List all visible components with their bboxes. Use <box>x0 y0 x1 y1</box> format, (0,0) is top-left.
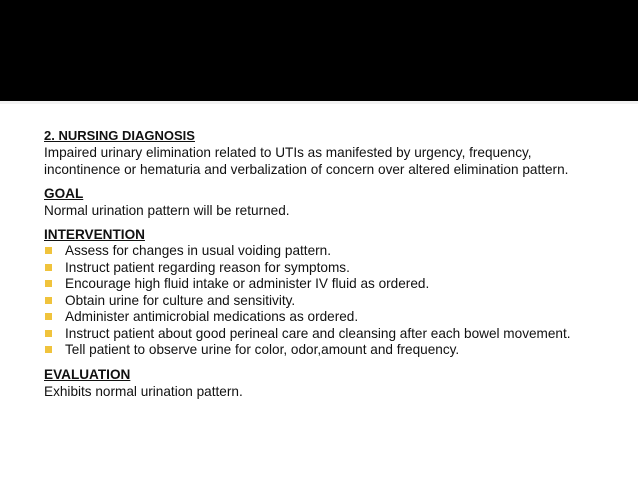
list-item-text: Instruct patient regarding reason for symptoms. <box>65 259 350 275</box>
square-bullet-icon <box>45 346 52 353</box>
list-item-text: Assess for changes in usual voiding pattern. <box>65 243 331 258</box>
intervention-heading: INTERVENTION <box>44 227 145 242</box>
square-bullet-icon <box>45 247 52 254</box>
list-item <box>44 260 604 277</box>
slide-body <box>44 127 604 400</box>
list-item-text: Encourage high fluid intake or administer IV fluid as ordered. <box>65 276 430 291</box>
square-bullet-icon <box>45 280 52 287</box>
spacer <box>44 359 604 366</box>
evaluation-heading: EVALUATION <box>44 366 131 382</box>
square-bullet-icon <box>45 264 52 271</box>
goal-text: Normal urination pattern will be returned. <box>44 203 290 218</box>
intervention-list <box>44 243 604 359</box>
list-item <box>44 243 604 260</box>
square-bullet-icon <box>45 313 52 320</box>
list-item <box>44 326 604 343</box>
slide-header-band <box>0 0 638 101</box>
header-divider <box>0 101 638 104</box>
goal-heading: GOAL <box>44 186 84 201</box>
list-item <box>44 342 604 359</box>
list-item-text: Instruct patient about good perineal care and cleansing after each bowel movement. <box>65 325 571 341</box>
list-item <box>44 293 604 310</box>
list-item-text: Obtain urine for culture and sensitivity. <box>65 292 296 308</box>
list-item-text: Tell patient to observe urine for color, odor,amount and frequency. <box>65 342 460 357</box>
evaluation-text: Exhibits normal urination pattern. <box>44 383 243 399</box>
diagnosis-text: Impaired urinary elimination related to UTIs as manifested by urgency, frequency, incontinence or hematuria and verbalization of concern over altered elimination pattern. <box>44 145 569 177</box>
diagnosis-heading: 2. NURSING DIAGNOSIS <box>44 128 195 143</box>
list-item-text: Administer antimicrobial medications as ordered. <box>65 309 359 324</box>
list-item <box>44 309 604 326</box>
spacer <box>44 219 604 226</box>
square-bullet-icon <box>45 330 52 337</box>
list-item <box>44 276 604 293</box>
square-bullet-icon <box>45 297 52 304</box>
spacer <box>44 178 604 185</box>
